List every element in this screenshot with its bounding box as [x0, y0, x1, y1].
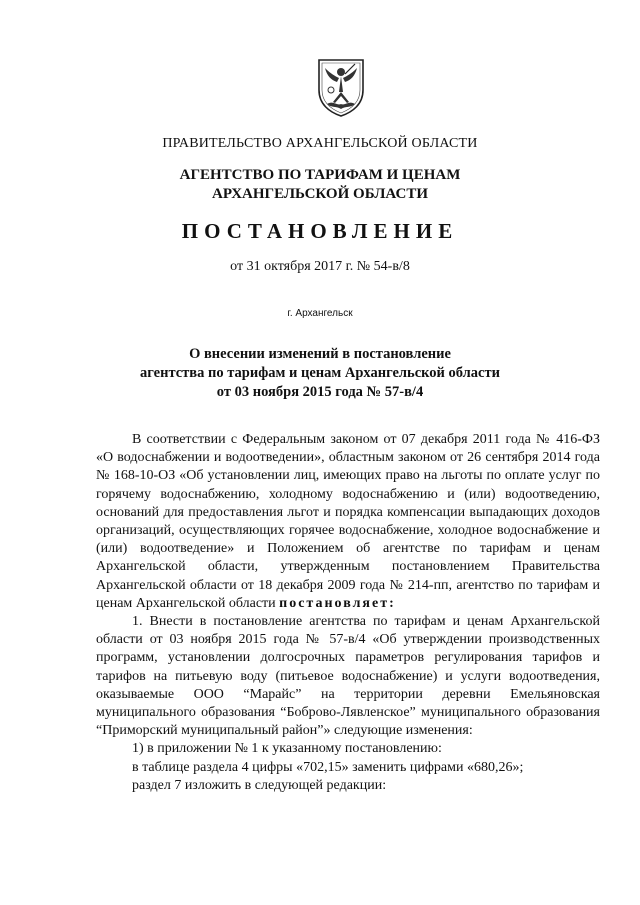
body-paragraph-preamble: [96, 431, 600, 613]
subject-line2: агентства по тарифам и ценам Архангельской области: [140, 365, 500, 381]
document-date-number: от 31 октября 2017 г. № 54-в/8: [230, 259, 410, 274]
body-paragraph-table-change: в таблице раздела 4 цифры «702,15» заменить цифрами «680,26»;: [132, 759, 524, 775]
government-name: ПРАВИТЕЛЬСТВО АРХАНГЕЛЬСКОЙ ОБЛАСТИ: [162, 136, 478, 151]
preamble-text: В соответствии с Федеральным законом от 07 декабря 2011 года № 416-ФЗ «О водоснабжении и водоотведении», областным законом от 26 сентября 2014 года № 168-10-ОЗ «Об установлении лиц, имеющих право на льготы по оплате услуг по горячему водоснабжению, холодному водоснабжению и (или) водоотведению, оснований для предоставления льгот и порядка компенсации выпадающих доходов организаций, осуществляющих горячее водоснабжение, холодное водоснабжение и (или) водоотведение» и Положением об агентстве по тарифам и ценам Архангельской области, утвержденным постановлением Правительства Архангельской области от 18 декабря 2009 года № 214-пп, агентство по тарифам и ценам Архангельской области: [96, 432, 600, 611]
document-city: г. Архангельск: [287, 308, 353, 319]
document-subject: [0, 345, 640, 402]
document-body: [96, 431, 600, 795]
agency-name-line2: АРХАНГЕЛЬСКОЙ ОБЛАСТИ: [212, 186, 428, 202]
body-paragraph-subitem1: 1) в приложении № 1 к указанному постановлению:: [132, 741, 442, 757]
document-type-title: ПОСТАНОВЛЕНИЕ: [181, 219, 459, 243]
coat-of-arms-icon: [315, 56, 367, 118]
preamble-verb: постановляет:: [279, 595, 396, 611]
agency-name: [0, 166, 640, 204]
subject-line3: от 03 ноября 2015 года № 57-в/4: [216, 384, 424, 400]
subject-line1: О внесении изменений в постановление: [189, 346, 451, 362]
body-paragraph-section7: раздел 7 изложить в следующей редакции:: [132, 777, 387, 793]
body-paragraph-item1: 1. Внести в постановление агентства по тарифам и ценам Архангельской области от 03 ноября 2015 года № 57-в/4 «Об утверждении производственных программ, установлении долгосрочных параметров регулирования тарифов и тарифов на питьевую воду (питьевое водоснабжение) и услуги водоотведения, оказываемые ООО “Марайс” на территории деревни Емельяновская муниципального образования “Боброво-Лявленское” муниципального образования “Приморский муниципальный район”» следующие изменения:: [96, 614, 600, 739]
agency-name-line1: АГЕНТСТВО ПО ТАРИФАМ И ЦЕНАМ: [179, 167, 461, 183]
